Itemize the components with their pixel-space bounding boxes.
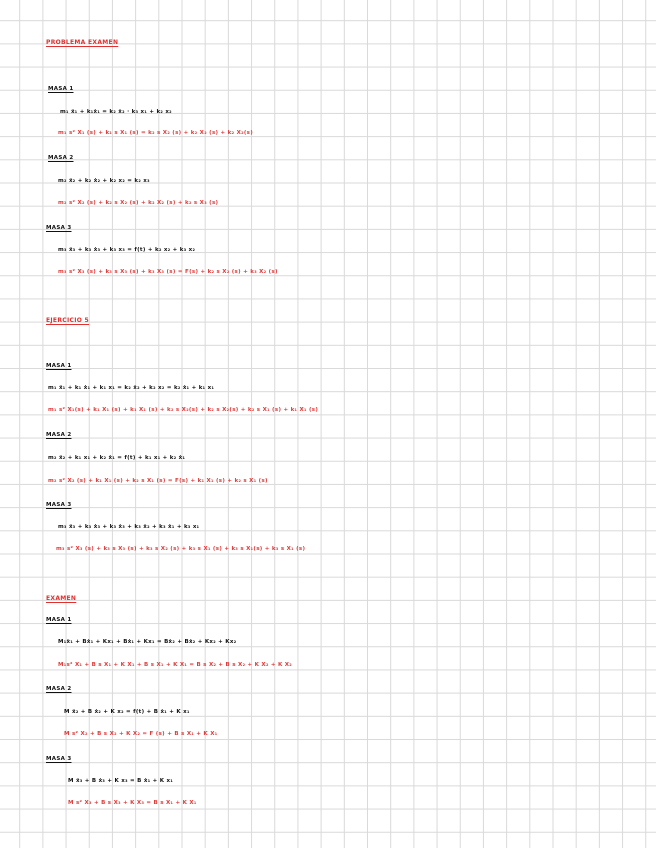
laplace-equation-line: M₁s² X₁ + B s X₁ + K X₁ + B s X₁ + K X₁ = B s X₂ + B s X₂ + K X₂ + K X₂ (58, 662, 293, 668)
laplace-equation-line: m₂ s² X₂ (s) + k₂ s X₂ (s) + k₂ X₂ (s) + k₂ s X₃ (s) (58, 200, 219, 206)
laplace-equation-line: m₁ s² X₁ (s) + k₁ s X₁ (s) = k₂ s X₂ (s) + k₂ X₂ (s) + k₂ X₂(s) (58, 130, 254, 136)
mass-heading: MASA 3 (46, 225, 72, 231)
mass-heading: MASA 2 (46, 686, 72, 692)
mass-heading: MASA 3 (46, 756, 72, 762)
equation-line: m₁ ẍ₁ + k₁ẋ₁ = k₂ ẋ₂ · k₃ x₁ + k₂ x₂ (60, 109, 172, 115)
section-title: EJERCICIO 5 (46, 317, 89, 324)
equation-line: m₃ ẍ₃ + k₃ ẋ₃ + k₃ ẋ₃ + k₃ ẋ₂ + k₃ ẋ₁ + k₃ x₁ (58, 524, 200, 530)
mass-heading: MASA 2 (46, 432, 72, 438)
equation-line: m₁ ẍ₁ + k₁ ẋ₁ + k₁ x₁ = k₂ ẋ₂ + k₂ x₂ = k₂ ẋ₁ + k₁ x₁ (48, 385, 215, 391)
equation-line: m₂ ẍ₂ + k₂ ẋ₂ + k₂ x₂ = k₂ x₃ (58, 178, 150, 184)
equation-line: m₃ ẍ₃ + k₃ ẋ₃ + k₃ x₃ = f(t) + k₂ x₂ + k₃ x₂ (58, 247, 196, 253)
laplace-equation-line: m₃ s² X₃ (s) + k₃ s X₃ (s) + k₃ s X₂ (s) + k₃ s X₁ (s) + k₃ s X₁(s) + k₃ s X₁ (s) (56, 546, 306, 552)
laplace-equation-line: m₁ s² X₁(s) + k₁ X₁ (s) + k₁ X₁ (s) + k₂ s X₂(s) + k₂ s X₂(s) + k₂ s X₁ (s) + k₁ X₁ (s) (48, 407, 319, 413)
mass-heading: MASA 1 (48, 86, 74, 92)
equation-line: m₂ ẍ₂ + k₁ x₁ + k₂ ẋ₁ = f(t) + k₁ x₁ + k₂ ẋ₁ (48, 455, 186, 461)
laplace-equation-line: m₃ s² X₃ (s) + k₃ s X₃ (s) + k₃ X₃ (s) = F(s) + k₂ s X₂ (s) + k₃ X₂ (s) (58, 269, 278, 275)
mass-heading: MASA 1 (46, 617, 72, 623)
equation-line: M ẍ₃ + B ẋ₃ + K x₃ = B ẋ₁ + K x₁ (68, 778, 174, 784)
equation-line: M ẍ₂ + B ẋ₂ + K x₂ = f(t) + B ẋ₁ + K x₁ (64, 709, 190, 715)
mass-heading: MASA 2 (48, 155, 74, 161)
mass-heading: MASA 3 (46, 502, 72, 508)
laplace-equation-line: m₂ s² X₂ (s) + k₁ X₁ (s) + k₂ s X₁ (s) = F(s) + k₁ X₁ (s) + k₂ s X₁ (s) (48, 478, 268, 484)
laplace-equation-line: M s² X₃ + B s X₃ + K X₃ = B s X₁ + K X₁ (68, 800, 197, 806)
laplace-equation-line: M s² X₂ + B s X₂ + K X₂ = F (s) + B s X₁ + K X₁ (64, 731, 218, 737)
equation-line: M₁ẍ₁ + Bẋ₁ + Kx₁ + Bẋ₁ + Kx₁ = Bẋ₂ + Bẋ₂ + Kx₂ + Kx₂ (58, 639, 237, 645)
section-title: PROBLEMA EXAMEN (46, 39, 119, 46)
mass-heading: MASA 1 (46, 363, 72, 369)
section-title: EXAMEN (46, 595, 77, 602)
